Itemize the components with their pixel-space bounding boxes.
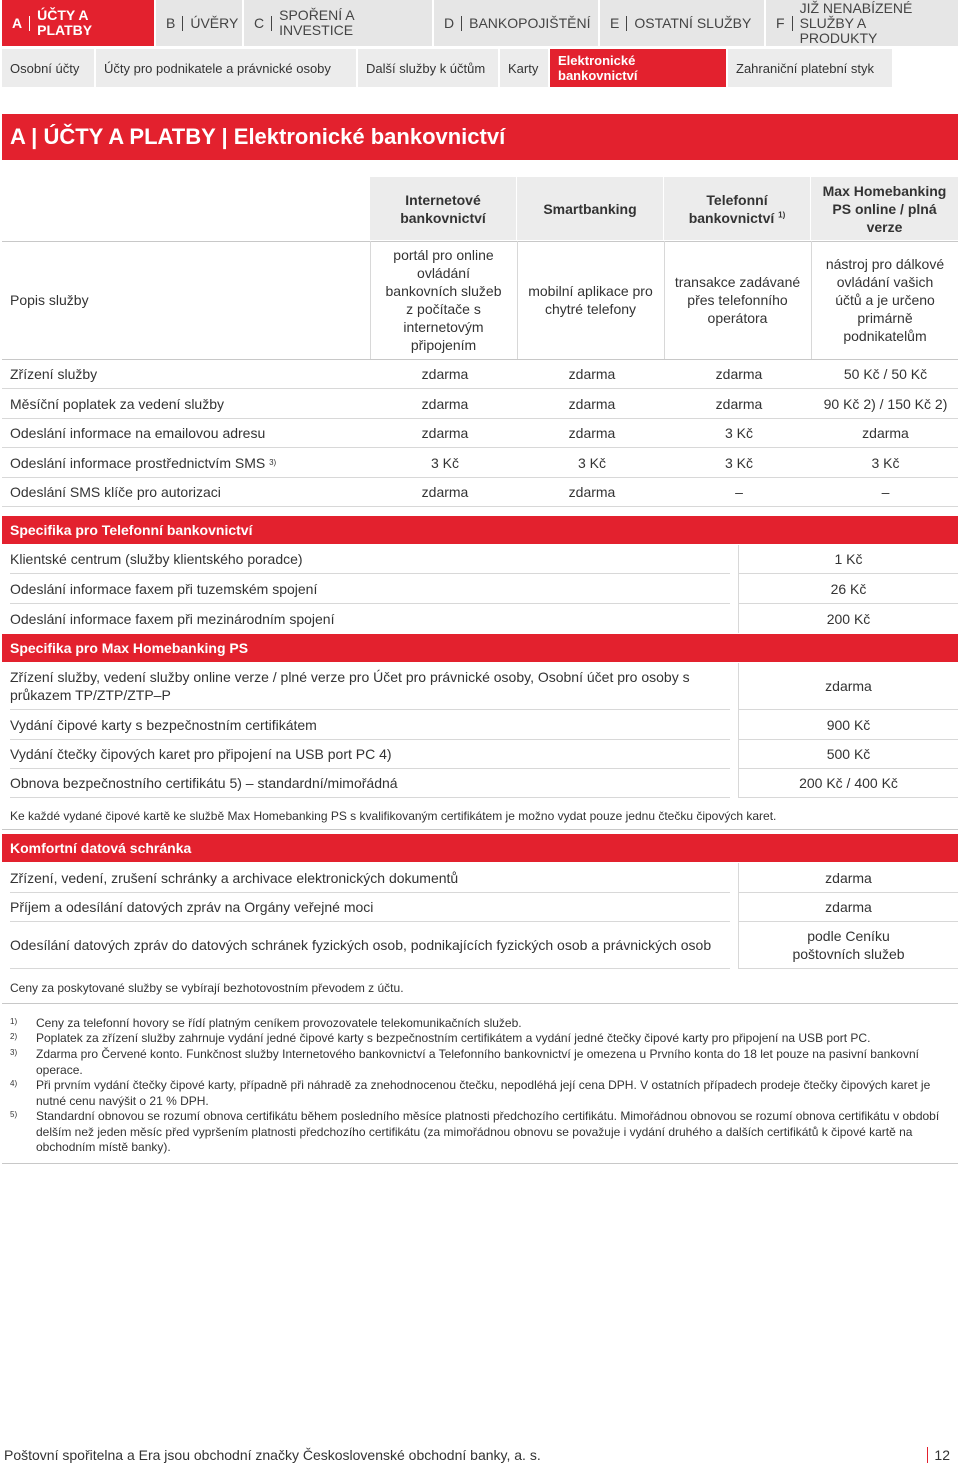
column-header: Max Homebanking PS online / plná verze [811,177,958,240]
table-row: Zřízení služby zdarma zdarma zdarma 50 Kč / 50 Kč [2,360,958,389]
footnote: 2) Poplatek za zřízení služby zahrnuje vydání jedné čipové karty s bezpečnostním certifikátem a vydání jedné čtečky čipové karty pro připojení na USB port PC. [10,1031,871,1045]
table-row: Odeslání informace na emailovou adresu zdarma zdarma 3 Kč zdarma [2,419,958,448]
table-row: Odeslání informace faxem při tuzemském spojení 26 Kč [2,574,958,604]
column-header: Telefonní bankovnictví $^{1)}$ [664,177,810,240]
section-header: Specifika pro Max Homebanking PS [2,634,958,662]
page-number: 12 [927,1447,950,1463]
tab-loans[interactable]: B ÚVĚRY [156,0,242,46]
table-row: Obnova bezpečnostního certifikátu 5) – standardní/mimořádná 200 Kč / 400 Kč [2,769,958,798]
description-cell: nástroj pro dálkové ovládání vašich účtů a je určeno primárně podnikatelům [811,241,958,359]
row-label: Popis služby [10,292,89,308]
description-cell: transakce zadávané přes telefonního operátora [664,241,810,359]
description-cell: mobilní aplikace pro chytré telefony [517,241,663,359]
column-header: Smartbanking [517,177,663,240]
table-row: Odeslání informace prostřednictvím SMS 3) 3 Kč 3 Kč 3 Kč 3 Kč [2,448,958,478]
section-header: Specifika pro Telefonní bankovnictví [2,516,958,544]
footnote-ref: 1) [778,209,786,219]
table-row: Klientské centrum (služby klientského poradce) 1 Kč [2,545,958,574]
divider [2,1003,958,1004]
tab-savings[interactable]: C SPOŘENÍ A INVESTICE [244,0,432,46]
subtab-electronic-banking[interactable]: Elektronické bankovnictví [550,49,726,87]
page-footer: Poštovní spořitelna a Era jsou obchodní značky Československé obchodní banky, a. s. [4,1447,541,1463]
description-cell: portál pro online ovládání bankovních služeb z počítače s internetovým připojením [370,241,516,359]
tab-insurance[interactable]: D BANKOPOJIŠTĚNÍ [434,0,598,46]
table-row: Zřízení služby, vedení služby online verze / plné verze pro Účet pro právnické osoby, Osobní účet pro osoby s průkazem TP/ZTP/ZTP–P zdarma [2,663,958,710]
sub-nav [2,49,892,87]
table-row: Vydání čtečky čipových karet pro připojení na USB port PC 4) 500 Kč [2,740,958,769]
section-note: Ceny za poskytované služby se vybírají bezhotovostním převodem z účtu. [10,981,404,995]
section-note: Ke každé vydané čipové kartě ke službě Max Homebanking PS s kvalifikovaným certifikátem je možno vydat pouze jednu čtečku čipových karet. [10,809,777,823]
footnote: 5) Standardní obnovou se rozumí obnova certifikátu během posledního měsíce platnosti předchozího certifikátu. Mimořádnou obnovou se rozumí obnova certifikátu v období delším než jeden měsíc před vypršením platnosti předchozího certifikátu (za mimořádnou obnovu se považuje i vydání druhého a dalších certifikátů k čipové kartě na obchodním místě banky). [10,1109,940,1154]
footnote: 1) Ceny za telefonní hovory se řídí platným ceníkem provozovatele telekomunikačních služeb. [10,1016,522,1030]
divider [2,829,958,830]
table-row: Odeslání SMS klíče pro autorizaci zdarma zdarma – – [2,478,958,507]
footnote: 4) Při prvním vydání čtečky čipové karty, případně při náhradě za znehodnocenou čtečku, nepodléhá její cena DPH. V ostatních případech prodeje čtečky čipových karet je nutné cenu navýšit o 21 % DPH. [10,1078,931,1108]
table-row: Příjem a odesílání datových zpráv na Orgány veřejné moci zdarma [2,893,958,922]
table-row: Odeslání informace faxem při mezinárodním spojení 200 Kč [2,604,958,633]
subtab-business-accounts[interactable]: Účty pro podnikatele a právnické osoby [96,49,356,87]
table-row: Vydání čipové karty s bezpečnostním certifikátem 900 Kč [2,710,958,740]
section-header: Komfortní datová schránka [2,834,958,862]
top-nav [2,0,958,46]
subtab-foreign-payments[interactable]: Zahraniční platební styk [728,49,892,87]
footnote: 3) Zdarma pro Červené konto. Funkčnost služby Internetového bankovnictví a Telefonního bankovnictví je omezena u Prvního konta do 18 let pouze na pasivní bankovní operace. [10,1047,919,1077]
subtab-additional-services[interactable]: Další služby k účtům [358,49,498,87]
page-title: A | ÚČTY A PLATBY | Elektronické bankovnictví [2,114,958,160]
tab-accounts[interactable]: A ÚČTY A PLATBY [2,0,154,46]
subtab-cards[interactable]: Karty [500,49,548,87]
table-row: Zřízení, vedení, zrušení schránky a archivace elektronických dokumentů zdarma [2,863,958,893]
table-row: Měsíční poplatek za vedení služby zdarma zdarma zdarma 90 Kč 2) / 150 Kč 2) [2,389,958,419]
column-header: Internetové bankovnictví [370,177,516,240]
tab-other-services[interactable]: E OSTATNÍ SLUŽBY [600,0,764,46]
page-number-divider [927,1447,928,1463]
tab-discontinued[interactable]: F JIŽ NENABÍZENÉ SLUŽBY A PRODUKTY [766,0,958,46]
divider [2,1163,958,1164]
subtab-personal-accounts[interactable]: Osobní účty [2,49,94,87]
table-row: Odesílání datových zpráv do datových schránek fyzických osob, podnikajících fyzických osob a právnických osob podle Ceníku poštovních služeb [2,922,958,969]
